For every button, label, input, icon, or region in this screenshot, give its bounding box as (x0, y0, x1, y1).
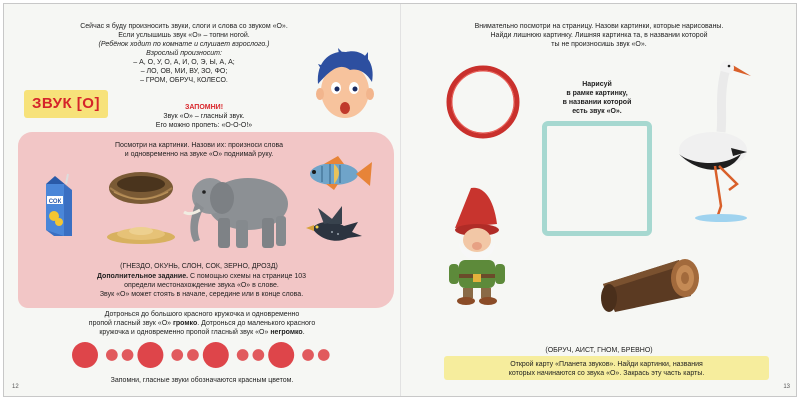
intro-text: Сейчас я буду произносить звуки, слоги и слова со звуком «О». Если услышишь звук «О» – топни ногой. (Ребёнок ходит по комнате и слушает взрослого.) Взрослый произносит: – А, О, У, О, А, И, О, Э, Ы, А, А; – ЛО, ОВ, МИ, ВУ, ЗО, ФО; – ГРОМ, ОБРУЧ, КОЛЕСО. (80, 23, 288, 84)
hoop-icon (443, 62, 523, 142)
words-list-right: (ОБРУЧ, АИСТ, ГНОМ, БРЕВНО) (545, 347, 653, 354)
draw-instruction: Нарисуй в рамке картинку, в названии которой есть звук «О». (562, 81, 632, 115)
juice-box-icon (42, 174, 76, 238)
stork-icon (671, 56, 771, 226)
grain-pile-icon (104, 222, 178, 246)
small-red-circle[interactable] (237, 349, 249, 361)
small-red-circle[interactable] (302, 349, 314, 361)
big-red-circle[interactable] (268, 342, 294, 368)
big-red-circle[interactable] (203, 342, 229, 368)
touch-task: Дотронься до большого красного кружочка и одновременно пропой гласный звук «О» громко. Дотронься до маленького красного кружочка и одновременно пропой гласный звук «О» негромко. (88, 311, 316, 336)
page-number-left: 12 (12, 384, 19, 390)
task-text: Посмотри на картинки. Назови их: произноси слова и одновременно на звуке «О» поднимай руку. (115, 142, 283, 158)
small-red-circle[interactable] (187, 349, 199, 361)
elephant-icon (182, 168, 294, 252)
remember-block: ЗАПОМНИ! Звук «О» – гласный звук. Его можно пропеть: «О-О-О!» (155, 104, 253, 129)
fish-perch-icon (304, 156, 374, 192)
small-red-circle[interactable] (122, 349, 134, 361)
page-number-right: 13 (783, 384, 790, 390)
remember-red-note: Запомни, гласные звуки обозначаются красным цветом. (110, 377, 294, 384)
extra-task: Дополнительное задание. С помощью схемы на странице 103 определи местонахождение звука «О» в слове. Звук «О» может стоять в начале, середине или в конце слова. (96, 273, 307, 298)
small-red-circle[interactable] (318, 349, 330, 361)
small-red-circle[interactable] (253, 349, 265, 361)
gnome-icon (441, 184, 521, 306)
boy-face-icon (310, 46, 380, 126)
words-list-left: (ГНЕЗДО, ОКУНЬ, СЛОН, СОК, ЗЕРНО, ДРОЗД) (120, 263, 278, 270)
drawing-frame[interactable] (542, 121, 652, 236)
card-task: Открой карту «Планета звуков». Найди картинки, названия которых начинаются со звука «О». Закрась эту часть карты. (508, 361, 705, 377)
book-spread (3, 3, 797, 397)
log-icon (593, 252, 709, 314)
right-intro: Внимательно посмотри на страницу. Назови картинки, которые нарисованы. Найди лишнюю картинку. Лишняя картинка та, в названии которой ты не произносишь звук «О». (474, 23, 724, 48)
thrush-bird-icon (306, 204, 366, 250)
juice-label: СОК (48, 199, 62, 205)
emphasis-word: громко (172, 320, 198, 327)
right-page (401, 4, 797, 396)
nest-icon (106, 170, 176, 208)
small-red-circle[interactable] (171, 349, 183, 361)
big-red-circle[interactable] (137, 342, 163, 368)
small-red-circle[interactable] (106, 349, 118, 361)
page-title: ЗВУК [О] (32, 95, 100, 112)
big-red-circle[interactable] (72, 342, 98, 368)
vowel-circles (66, 340, 336, 370)
emphasis-word: негромко (270, 329, 303, 336)
left-page (4, 4, 401, 396)
